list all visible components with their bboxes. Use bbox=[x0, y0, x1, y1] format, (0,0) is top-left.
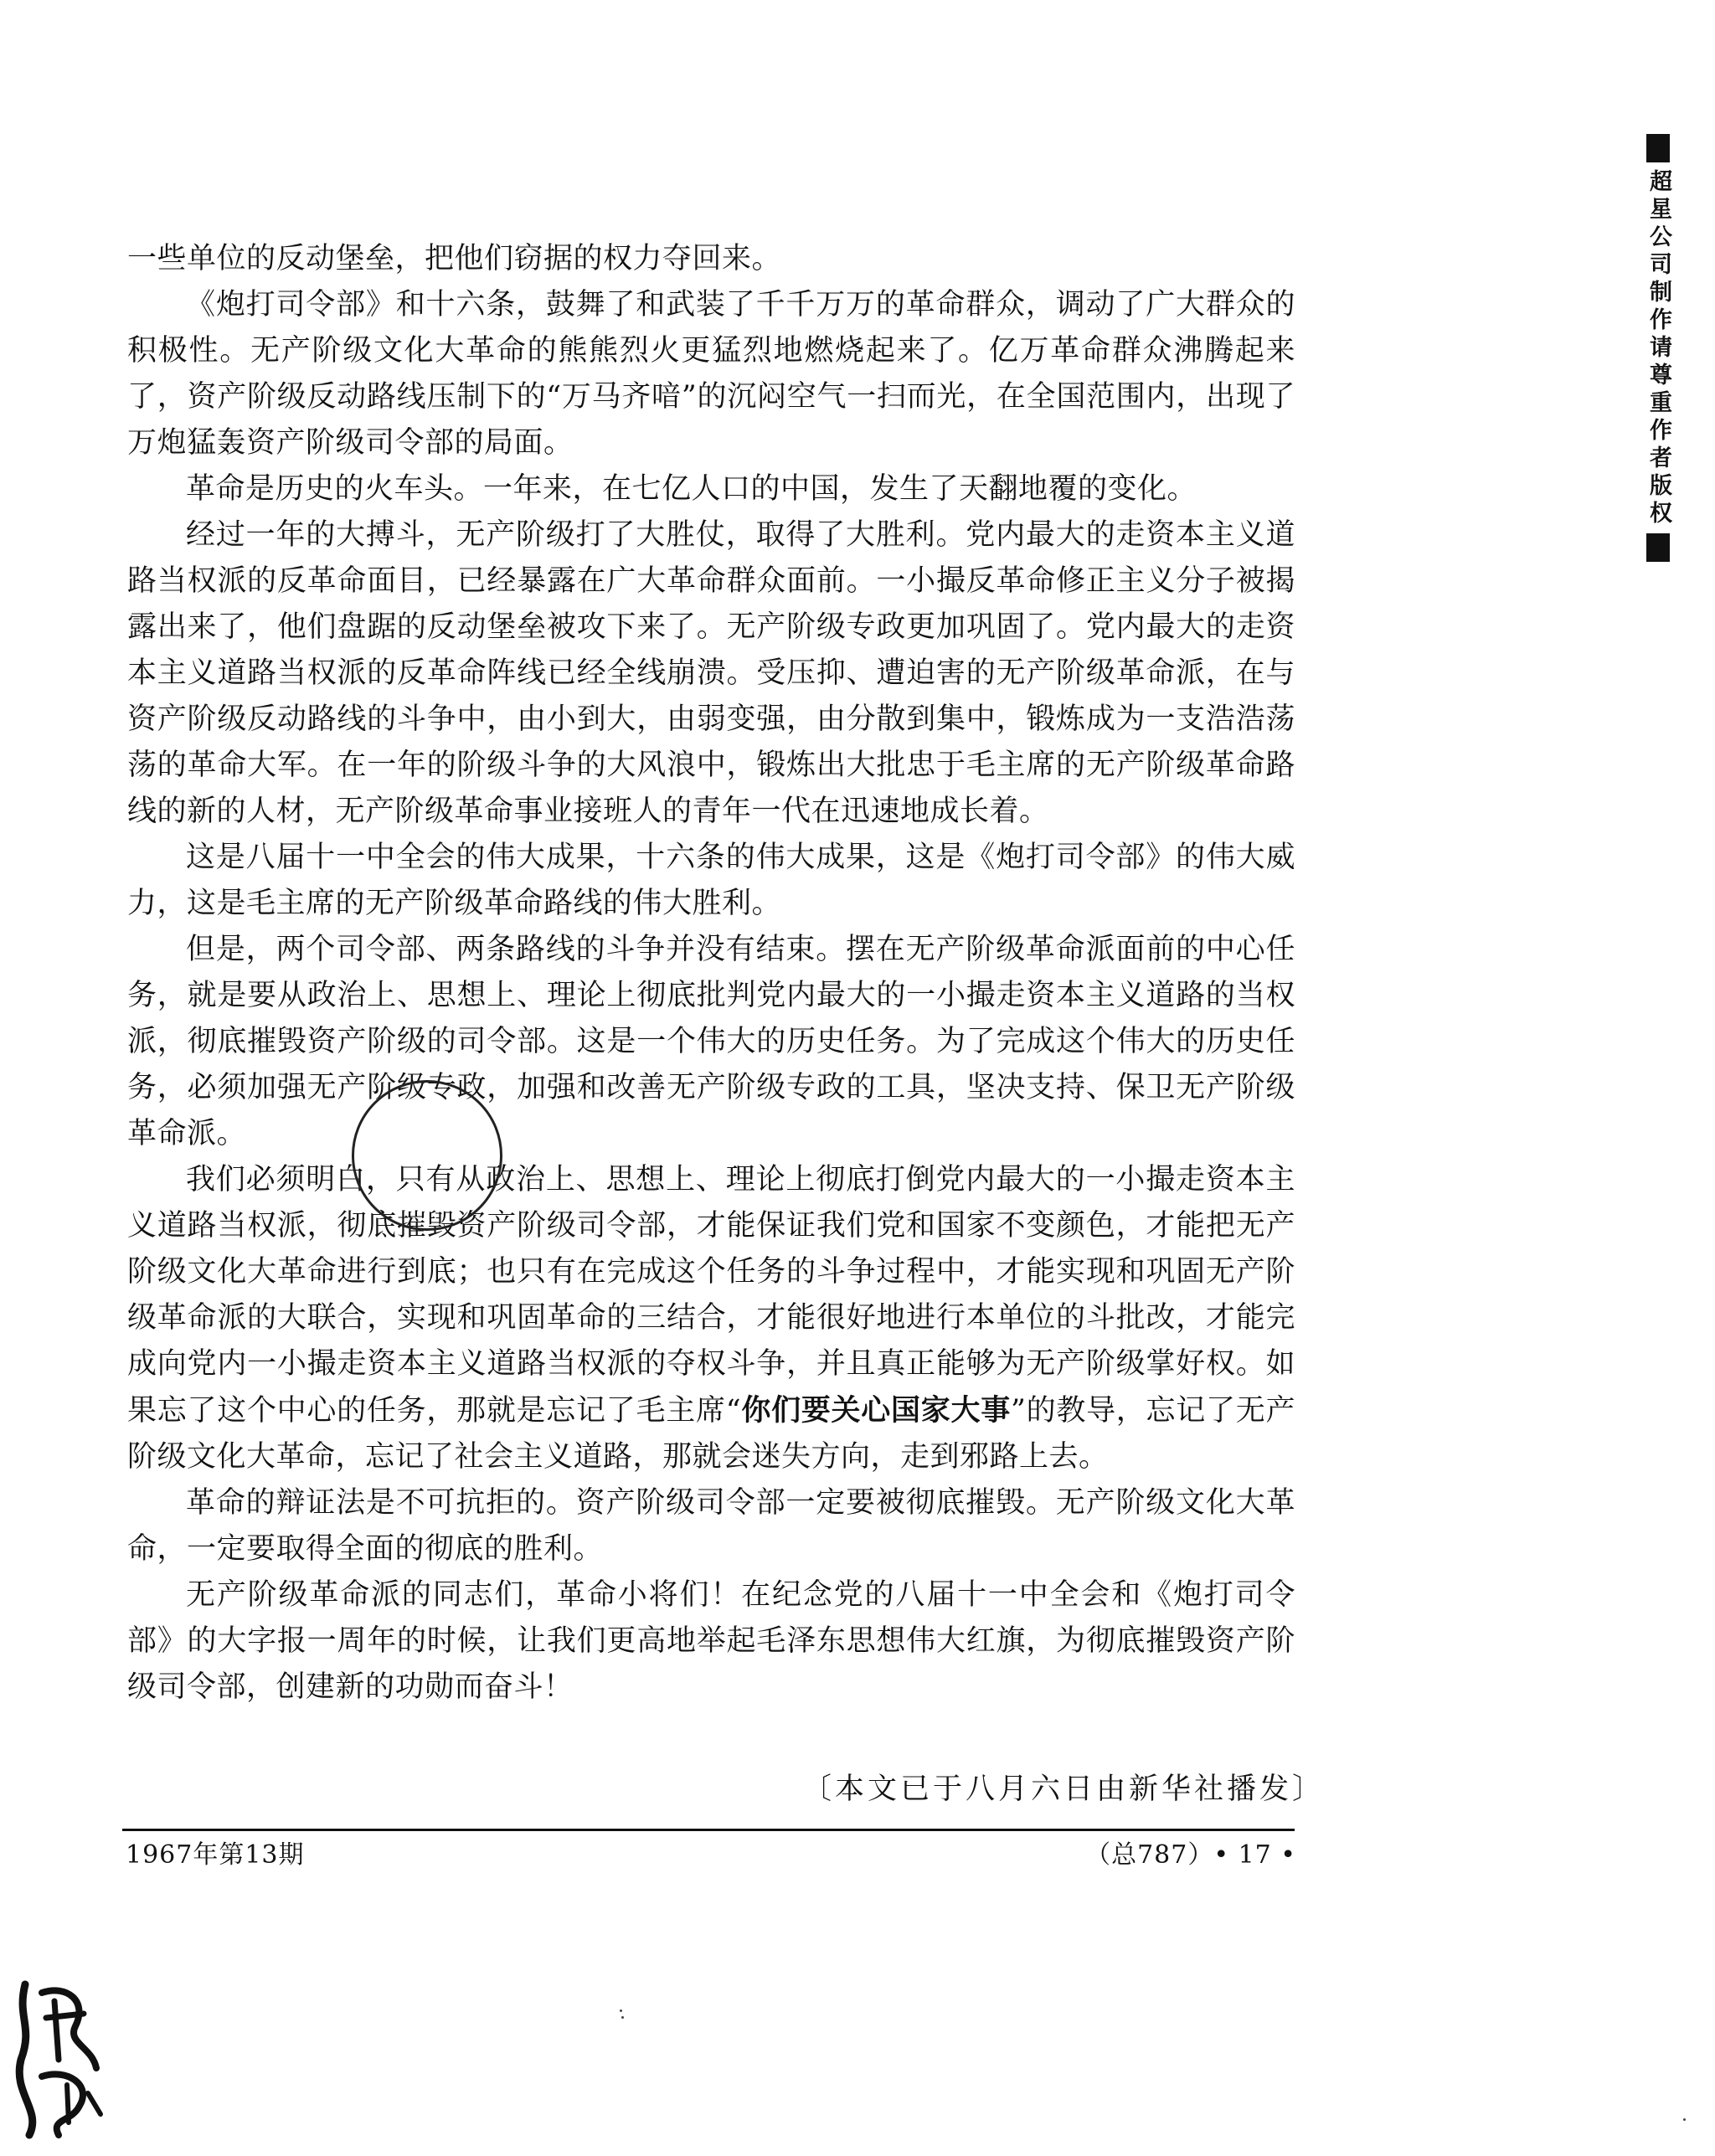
copyright-side-tag bbox=[1641, 134, 1692, 562]
side-tag-text: 超星公司制作请尊重作者版权 bbox=[1645, 169, 1671, 528]
scan-speck bbox=[620, 2009, 622, 2012]
paragraph-3: 革命是历史的火车头。一年来，在七亿人口的中国，发生了天翻地覆的变化。 bbox=[186, 472, 1197, 506]
paragraph-8: 革命的辩证法是不可抗拒的。资产阶级司令部一定要被彻底摧毁。无产阶级文化大革命，一定要取得全面的彻底的胜利。 bbox=[127, 1486, 1295, 1566]
scan-speck bbox=[621, 2016, 624, 2019]
chairman-quote: 你们要关心国家大事 bbox=[741, 1393, 1011, 1428]
paragraph-1: 一些单位的反动堡垒，把他们窃据的权力夺回来。 bbox=[127, 242, 782, 275]
closing-note: 〔本文已于八月六日由新华社播发〕 bbox=[802, 1773, 1326, 1806]
seal-stamp-icon bbox=[8, 1968, 109, 2143]
paragraph-4: 经过一年的大搏斗，无产阶级打了大胜仗，取得了大胜利。党内最大的走资本主义道路当权派的反革命面目，已经暴露在广大革命群众面前。一小撮反革命修正主义分子被揭露出来了，他们盘踞的反动堡垒被攻下来了。无产阶级专政更加巩固了。党内最大的走资本主义道路当权派的反革命阵线已经全线崩溃。受压抑、遭迫害的无产阶级革命派，在与资产阶级反动路线的斗争中，由小到大，由弱变强，由分散到集中，锻炼成为一支浩浩荡荡的革命大军。在一年的阶级斗争的大风浪中，锻炼出大批忠于毛主席的无产阶级革命路线的新的人材，无产阶级革命事业接班人的青年一代在迅速地成长着。 bbox=[127, 518, 1295, 828]
article-body bbox=[127, 236, 1295, 1711]
paragraph-7-text-before: 我们必须明白，只有从政治上、思想上、理论上彻底打倒党内最大的一小撮走资本主义道路当权派，彻底摧毁资产阶级司令部，才能保证我们党和国家不变颜色，才能把无产阶级文化大革命进行到底；也只有在完成这个任务的斗争过程中，才能实现和巩固无产阶级革命派的大联合，实现和巩固革命的三结合，才能很好地进行本单位的斗批改，才能完成向党内一小撮走资本主义道路当权派的夺权斗争，并且真正能够为无产阶级掌好权。如果忘了这个中心的任务，那就是忘记了毛主席“ bbox=[127, 1163, 1295, 1428]
paragraph-7 bbox=[127, 1157, 1295, 1480]
footer-divider bbox=[122, 1829, 1295, 1831]
paragraph-6: 但是，两个司令部、两条路线的斗争并没有结束。摆在无产阶级革命派面前的中心任务，就是要从政治上、思想上、理论上彻底批判党内最大的一小撮走资本主义道路的当权派，彻底摧毁资产阶级的司令部。这是一个伟大的历史任务。为了完成这个伟大的历史任务，必须加强无产阶级专政，加强和改善无产阶级专政的工具，坚决支持、保卫无产阶级革命派。 bbox=[127, 933, 1295, 1150]
page-number: （总787）• 17 • bbox=[1085, 1840, 1296, 1870]
issue-label: 1967年第13期 bbox=[126, 1840, 305, 1870]
side-tag-top-bar bbox=[1646, 134, 1670, 162]
paragraph-7-text-after: ”的教导，忘记了无产阶级文化大革命，忘记了社会主义道路，那就会迷失方向，走到邪路上去。 bbox=[127, 1394, 1295, 1474]
paragraph-9: 无产阶级革命派的同志们，革命小将们！在纪念党的八届十一中全会和《炮打司令部》的大字报一周年的时候，让我们更高地举起毛泽东思想伟大红旗，为彻底摧毁资产阶级司令部，创建新的功勋而奋斗！ bbox=[127, 1578, 1295, 1704]
paragraph-5: 这是八届十一中全会的伟大成果，十六条的伟大成果，这是《炮打司令部》的伟大威力，这是毛主席的无产阶级革命路线的伟大胜利。 bbox=[127, 841, 1295, 920]
scan-speck bbox=[1683, 2118, 1686, 2121]
pen-circle-mark bbox=[352, 1080, 502, 1231]
paragraph-2: 《炮打司令部》和十六条，鼓舞了和武装了千千万万的革命群众，调动了广大群众的积极性。无产阶级文化大革命的熊熊烈火更猛烈地燃烧起来了。亿万革命群众沸腾起来了，资产阶级反动路线压制下的“万马齐喑”的沉闷空气一扫而光，在全国范围内，出现了万炮猛轰资产阶级司令部的局面。 bbox=[127, 288, 1295, 460]
side-tag-bottom-bar bbox=[1646, 533, 1670, 562]
